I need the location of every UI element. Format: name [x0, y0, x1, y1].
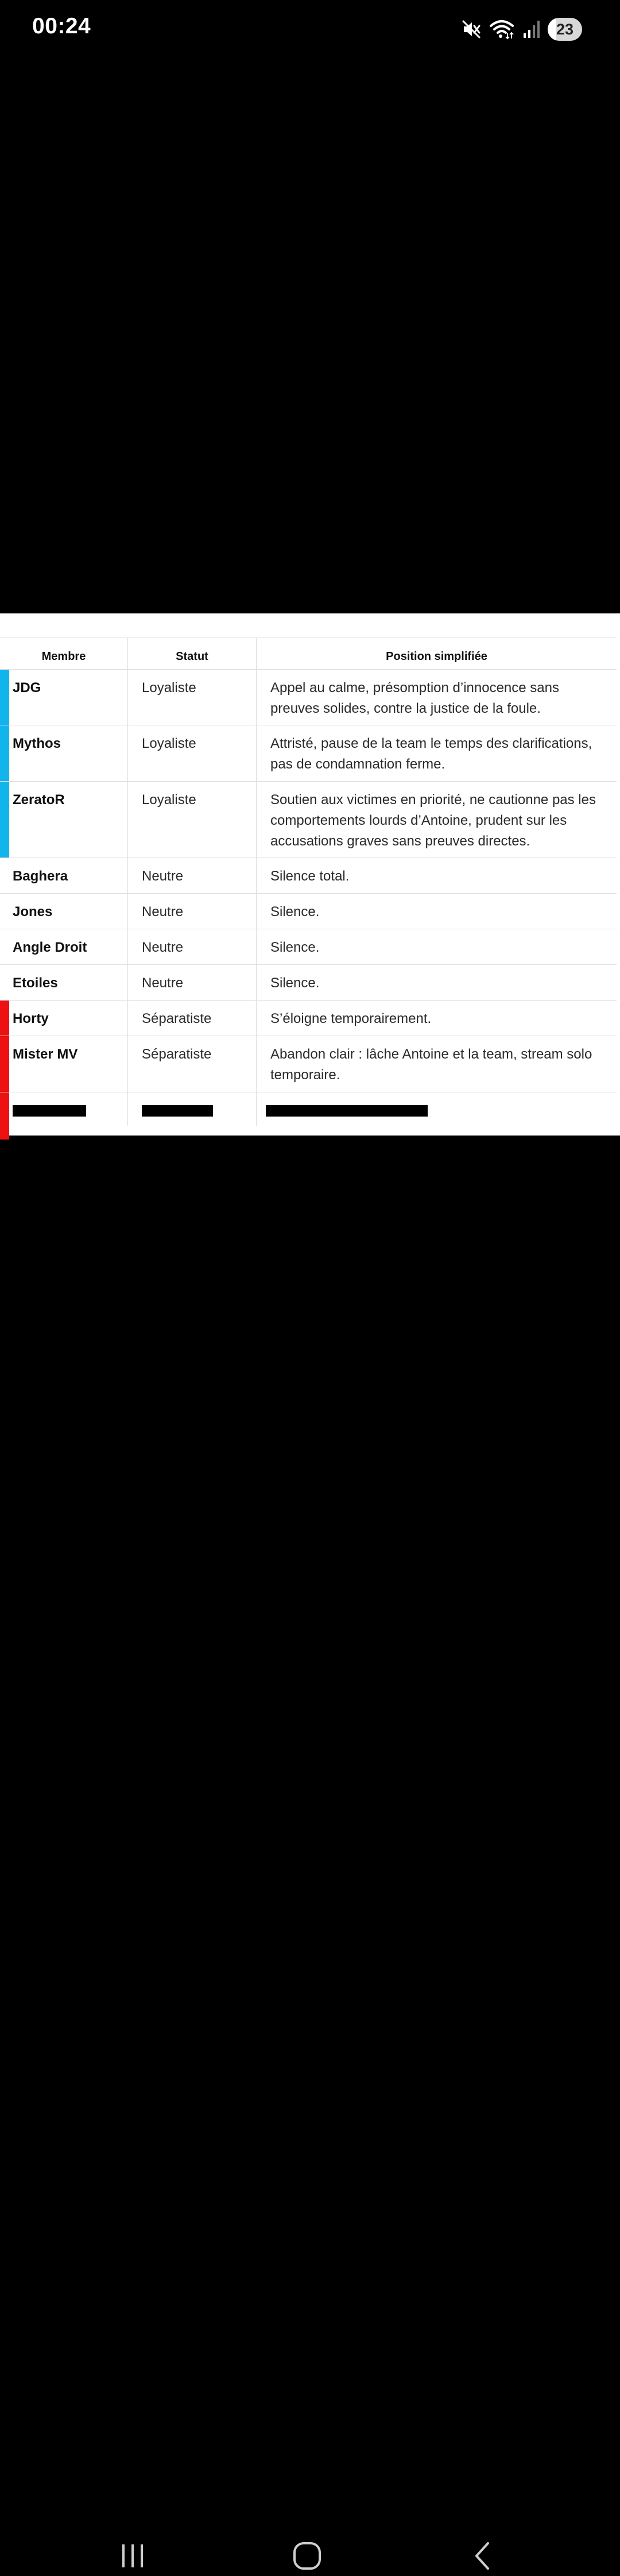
table-header-row	[0, 638, 617, 670]
table-row	[0, 965, 617, 1001]
table-row	[0, 929, 617, 965]
clock: 00:24	[32, 14, 91, 38]
member-status: Loyaliste	[127, 725, 256, 781]
member-position: S’éloigne temporairement.	[256, 1001, 617, 1036]
member-position: Appel au calme, présomption d’innocence sans preuves solides, contre la justice de la foule.	[256, 670, 617, 725]
table-row	[0, 894, 617, 929]
member-position: Abandon clair : lâche Antoine et la team, stream solo temporaire.	[256, 1036, 617, 1092]
member-name: Angle Droit	[13, 940, 87, 955]
member-status: Loyaliste	[127, 670, 256, 725]
member-name: JDG	[13, 680, 41, 696]
back-icon[interactable]	[463, 2539, 503, 2576]
members-table	[0, 638, 617, 1126]
mute-icon	[462, 20, 481, 39]
member-status: Séparatiste	[127, 1001, 256, 1036]
member-position: Soutien aux victimes en priorité, ne cautionne pas les comportements lourds d’Antoine, prudent sur les accusations graves sans preuves directes.	[256, 782, 617, 858]
separatist-marker	[0, 1001, 9, 1036]
member-name: Jones	[13, 904, 53, 920]
table-row	[0, 1036, 617, 1092]
loyalist-marker	[0, 670, 9, 725]
member-name: Etoiles	[13, 975, 58, 991]
separatist-marker	[0, 1036, 9, 1092]
separatist-marker	[0, 1092, 9, 1140]
battery-indicator	[548, 18, 582, 41]
member-position: Silence.	[256, 894, 617, 929]
member-position: Silence total.	[256, 858, 617, 893]
redacted-cell	[0, 1092, 127, 1126]
status-icons	[462, 16, 582, 43]
table-row	[0, 725, 617, 782]
member-name: Horty	[13, 1011, 49, 1026]
member-position: Silence.	[256, 929, 617, 964]
table-row	[0, 1001, 617, 1036]
member-position: Attristé, pause de la team le temps des clarifications, pas de condamnation ferme.	[256, 725, 617, 781]
member-name: Mister MV	[13, 1046, 78, 1062]
member-status: Séparatiste	[127, 1036, 256, 1092]
redaction-bar	[266, 1105, 428, 1117]
navigation-bar	[0, 1252, 620, 1344]
redacted-row	[0, 1092, 617, 1126]
member-status: Neutre	[127, 894, 256, 929]
redaction-bar	[142, 1105, 213, 1117]
member-status: Neutre	[127, 965, 256, 1000]
redacted-cell	[127, 1092, 256, 1126]
wifi-icon	[489, 19, 514, 40]
loyalist-marker	[0, 725, 9, 781]
member-name: Mythos	[13, 736, 61, 751]
member-name: ZeratoR	[13, 792, 65, 808]
recent-apps-icon[interactable]	[113, 2539, 153, 2576]
table-row	[0, 670, 617, 725]
battery-percentage: 23	[556, 20, 574, 38]
column-header-position: Position simplifiée	[256, 638, 617, 669]
content-panel	[0, 613, 620, 1136]
loyalist-marker	[0, 782, 9, 858]
member-name: Baghera	[13, 868, 68, 884]
column-header-status: Statut	[127, 638, 256, 669]
table-row	[0, 782, 617, 858]
status-bar	[0, 0, 620, 57]
member-position: Silence.	[256, 965, 617, 1000]
member-status: Neutre	[127, 929, 256, 964]
column-header-member: Membre	[41, 650, 86, 663]
redaction-bar	[13, 1105, 86, 1117]
member-status: Neutre	[127, 858, 256, 893]
home-icon[interactable]	[287, 2539, 327, 2576]
redacted-cell	[256, 1092, 617, 1126]
table-row	[0, 858, 617, 894]
member-status: Loyaliste	[127, 782, 256, 858]
signal-icon	[522, 20, 540, 39]
